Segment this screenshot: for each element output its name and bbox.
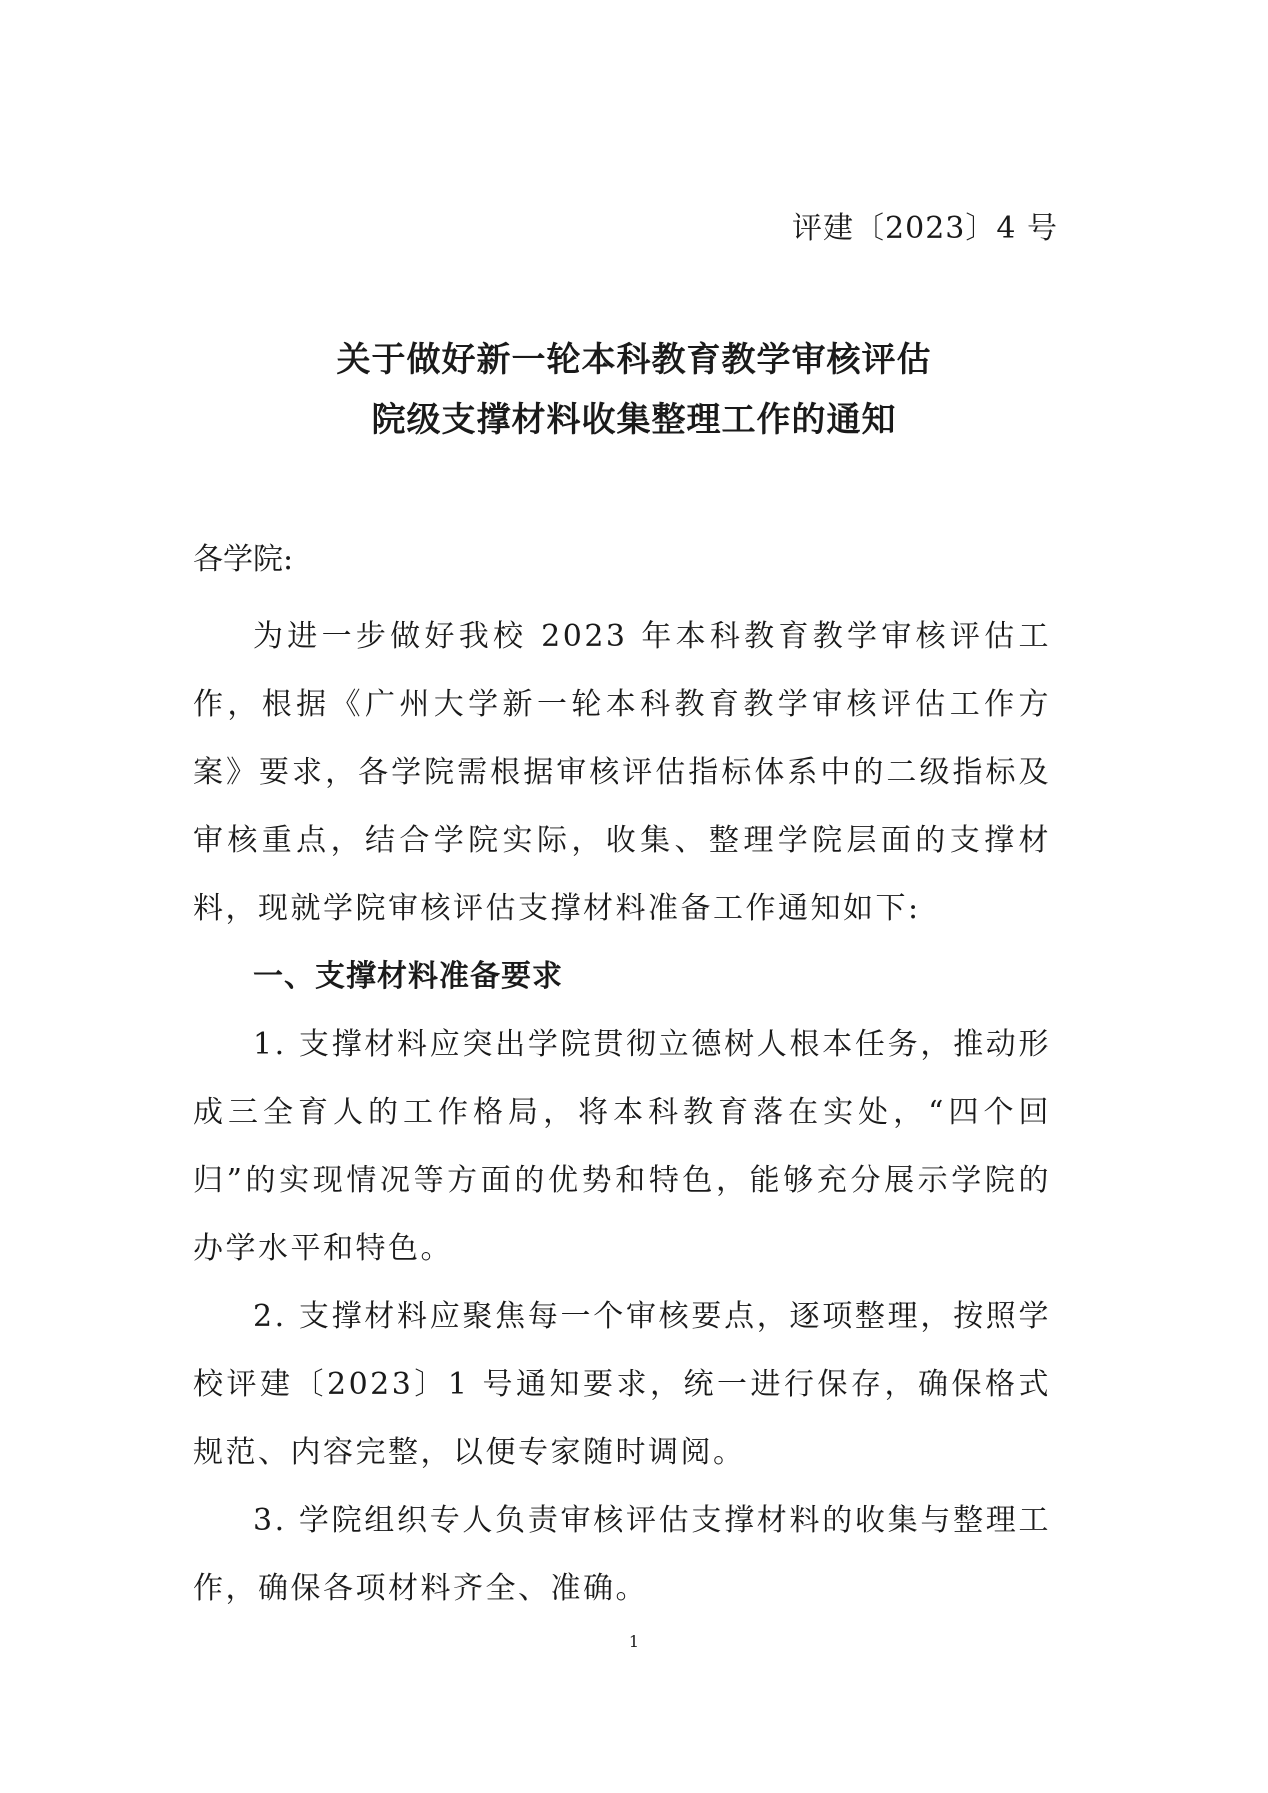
- requirement-item-1: 1. 支撑材料应突出学院贯彻立德树人根本任务，推动形成三全育人的工作格局，将本科教育落在实处，“四个回归”的实现情况等方面的优势和特色，能够充分展示学院的办学水平和特色。: [193, 1027, 1051, 1266]
- document-number: 评建〔2023〕4 号: [792, 211, 1058, 246]
- title-line-2: 院级支撑材料收集整理工作的通知: [371, 400, 897, 440]
- document-title: [0, 330, 1268, 450]
- page-number: 1: [628, 1632, 640, 1651]
- section-heading: 一、支撑材料准备要求: [253, 959, 563, 994]
- requirement-item-3: 3. 学院组织专人负责审核评估支撑材料的收集与整理工作，确保各项材料齐全、准确。: [193, 1503, 1051, 1606]
- salutation: 各学院:: [193, 542, 294, 577]
- title-line-1: 关于做好新一轮本科教育教学审核评估: [336, 340, 932, 380]
- intro-paragraph: 为进一步做好我校 2023 年本科教育教学审核评估工作，根据《广州大学新一轮本科教育教学审核评估工作方案》要求，各学院需根据审核评估指标体系中的二级指标及审核重点，结合学院实际，收集、整理学院层面的支撑材料，现就学院审核评估支撑材料准备工作通知如下:: [193, 619, 1051, 926]
- document-body: [193, 535, 1051, 1623]
- requirement-item-2: 2. 支撑材料应聚焦每一个审核要点，逐项整理，按照学校评建〔2023〕1 号通知要求，统一进行保存，确保格式规范、内容完整，以便专家随时调阅。: [193, 1299, 1051, 1470]
